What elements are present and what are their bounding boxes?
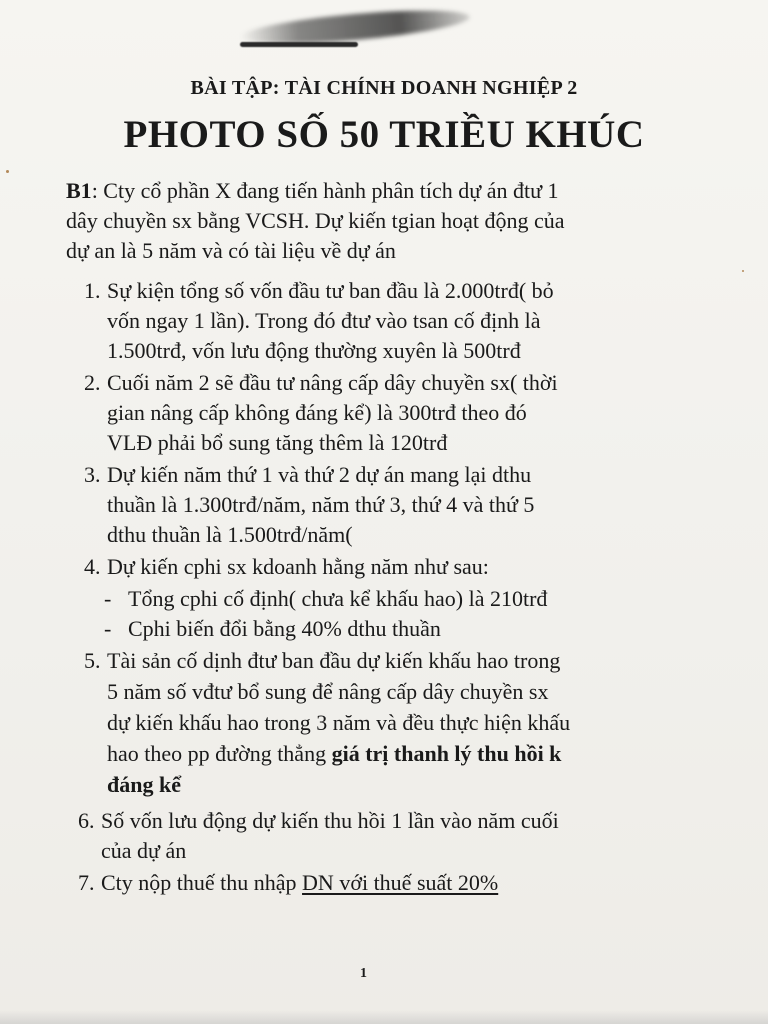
exercise-label: B1 bbox=[66, 178, 92, 203]
item-number: 4. bbox=[84, 554, 101, 579]
item-5-line-4-bold: giá trị thanh lý thu hồi k bbox=[331, 741, 562, 766]
bullet-marker: - bbox=[104, 586, 112, 611]
item-5-line-2: 5 năm số vđtư bổ sung để nâng cấp dây chuyền sx bbox=[107, 679, 549, 704]
item-7-line-1 bbox=[101, 868, 498, 898]
intro-line-2: dây chuyền sx bằng VCSH. Dự kiến tgian hoạt động của bbox=[66, 208, 565, 233]
paper-speck bbox=[6, 170, 9, 173]
item-number: 7. bbox=[78, 870, 95, 895]
item-1-line-3: 1.500trđ, vốn lưu động thường xuyên là 500trđ bbox=[107, 338, 521, 363]
document-title: PHOTO SỐ 50 TRIỀU KHÚC bbox=[123, 113, 645, 156]
item-number: 5. bbox=[84, 648, 101, 673]
item-6-line-2: của dự án bbox=[101, 838, 187, 863]
item-4-bullet-2: Cphi biến đổi bằng 40% dthu thuần bbox=[128, 616, 441, 641]
item-4-bullet-1: Tổng cphi cố định( chưa kể khấu hao) là 210trđ bbox=[128, 586, 548, 611]
item-5-line-1: Tài sản cố dịnh đtư ban đầu dự kiến khấu hao trong bbox=[107, 648, 561, 673]
intro-line-3: dự an là 5 năm và có tài liệu về dự án bbox=[66, 238, 396, 263]
item-5-line-4-normal: hao theo pp đường thẳng bbox=[107, 741, 332, 766]
bullet-marker: - bbox=[104, 616, 112, 641]
item-7-underlined-text: DN với thuế suất 20% bbox=[302, 870, 499, 895]
item-5-line-4 bbox=[107, 739, 561, 769]
document-subtitle: BÀI TẬP: TÀI CHÍNH DOANH NGHIỆP 2 bbox=[190, 77, 578, 99]
item-3-line-3: dthu thuần là 1.500trđ/năm( bbox=[107, 522, 353, 547]
page-number: 1 bbox=[360, 966, 367, 981]
item-7-text: Cty nộp thuế thu nhập bbox=[101, 870, 303, 895]
item-2-line-1: Cuối năm 2 sẽ đầu tư nâng cấp dây chuyền sx( thời bbox=[107, 370, 558, 395]
item-6-line-1: Số vốn lưu động dự kiến thu hồi 1 lần vào năm cuối bbox=[101, 808, 559, 833]
item-5-line-5: đáng kể bbox=[107, 772, 181, 797]
item-1-line-1: Sự kiện tổng số vốn đầu tư ban đầu là 2.000trđ( bỏ bbox=[107, 278, 554, 303]
item-3-line-2: thuần là 1.300trđ/năm, năm thứ 3, thứ 4 và thứ 5 bbox=[107, 492, 535, 517]
intro-line-1 bbox=[66, 176, 559, 206]
item-number: 1. bbox=[84, 278, 101, 303]
item-number: 6. bbox=[78, 808, 95, 833]
item-4-line-1: Dự kiến cphi sx kdoanh hằng năm như sau: bbox=[107, 554, 489, 579]
item-5-line-3: dự kiến khấu hao trong 3 năm và đều thực hiện khấu bbox=[107, 710, 571, 735]
item-2-line-3: VLĐ phải bổ sung tăng thêm là 120trđ bbox=[107, 430, 448, 455]
item-3-line-1: Dự kiến năm thứ 1 và thứ 2 dự án mang lại dthu bbox=[107, 462, 532, 487]
paper-speck bbox=[742, 270, 744, 272]
binder-line bbox=[240, 42, 358, 47]
intro-text: : Cty cổ phần X đang tiến hành phân tích dự án đtư 1 bbox=[91, 178, 559, 203]
item-number: 2. bbox=[84, 370, 101, 395]
paper-edge-shadow bbox=[0, 1010, 768, 1024]
item-2-line-2: gian nâng cấp không đáng kể) là 300trđ theo đó bbox=[107, 400, 527, 425]
item-1-line-2: vốn ngay 1 lần). Trong đó đtư vào tsan cố định là bbox=[107, 308, 541, 333]
item-number: 3. bbox=[84, 462, 101, 487]
